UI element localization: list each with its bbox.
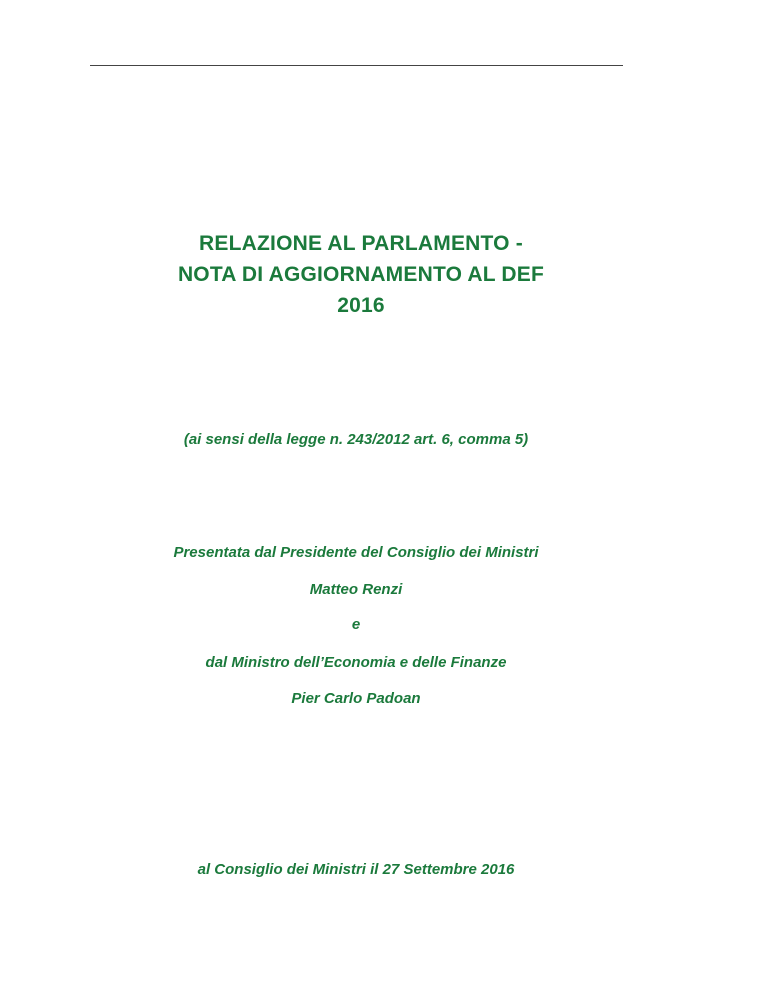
minister-role-text: dal Ministro dell’Economia e delle Finanze [205,654,507,671]
conjunction-text: e [351,616,361,633]
premier-name: Matteo Renzi [309,581,403,598]
title-line-3: 2016 [337,294,385,317]
top-divider [90,65,623,66]
document-title [0,228,722,321]
presented-by-text: Presentata dal Presidente del Consiglio dei Ministri [173,544,539,561]
title-line-1: RELAZIONE AL PARLAMENTO - [199,232,523,255]
submission-date-text: al Consiglio dei Ministri il 27 Settembre 2016 [197,861,515,878]
legal-reference-subtitle: (ai sensi della legge n. 243/2012 art. 6, comma 5) [183,431,529,448]
title-line-2: NOTA DI AGGIORNAMENTO AL DEF [177,263,545,286]
minister-name: Pier Carlo Padoan [291,690,421,707]
